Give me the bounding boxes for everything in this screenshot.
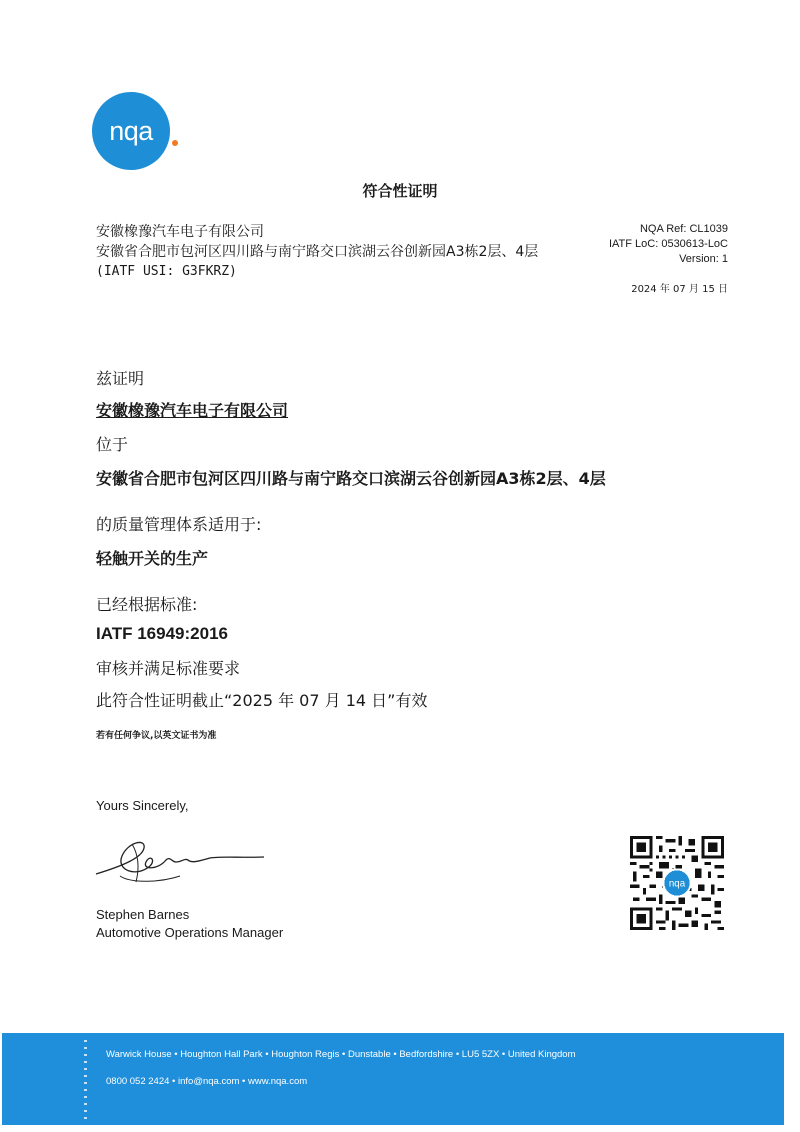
qr-center-label: nqa: [668, 878, 686, 890]
dispute-note: 若有任何争议,以英文证书为准: [96, 731, 217, 741]
client-address: 安徽省合肥市包河区四川路与南宁路交口滨湖云谷创新园A3栋2层、4层: [96, 244, 539, 260]
logo-accent-dot: [172, 140, 178, 146]
logo-text: nqa: [109, 116, 153, 146]
reference-block: [609, 222, 728, 267]
page-title: 符合性证明: [362, 182, 438, 200]
signer-block: [96, 906, 283, 942]
issue-date: 2024 年 07 月 15 日: [631, 284, 728, 295]
signer-name: Stephen Barnes: [96, 907, 190, 922]
scope-intro: 的质量管理体系适用于:: [96, 515, 262, 534]
scope: 轻触开关的生产: [96, 549, 209, 568]
client-block: [96, 222, 596, 282]
iatf-loc: IATF LoC: 0530613-LoC: [608, 238, 728, 250]
certified-company: 安徽橡豫汽车电子有限公司: [96, 401, 289, 420]
client-name: 安徽橡豫汽车电子有限公司: [96, 224, 264, 240]
signature-image: [92, 836, 272, 888]
footer-address: Warwick House • Houghton Hall Park • Houghton Regis • Dunstable • Bedfordshire • LU5 5ZX • United Kingdom: [106, 1049, 576, 1060]
standard-intro: 已经根据标准:: [96, 595, 198, 614]
footer-dotted-line: [84, 1040, 87, 1120]
nqa-ref: NQA Ref: CL1039: [639, 223, 728, 235]
closing: Yours Sincerely,: [96, 798, 189, 813]
standard: IATF 16949:2016: [96, 624, 228, 643]
audited-statement: 审核并满足标准要求: [96, 659, 241, 678]
signer-role: Automotive Operations Manager: [96, 925, 284, 940]
certified-address: 安徽省合肥市包河区四川路与南宁路交口滨湖云谷创新园A3栋2层、4层: [96, 469, 606, 488]
client-usi: (IATF USI: G3FKRZ): [96, 264, 237, 279]
footer-contact: 0800 052 2424 • info@nqa.com • www.nqa.com: [106, 1076, 308, 1087]
certify-intro: 兹证明: [96, 369, 145, 388]
version: Version: 1: [679, 253, 728, 265]
located-at: 位于: [96, 435, 129, 454]
validity-statement: 此符合性证明截止“2025 年 07 月 14 日”有效: [96, 691, 428, 710]
qr-code: [630, 836, 724, 930]
